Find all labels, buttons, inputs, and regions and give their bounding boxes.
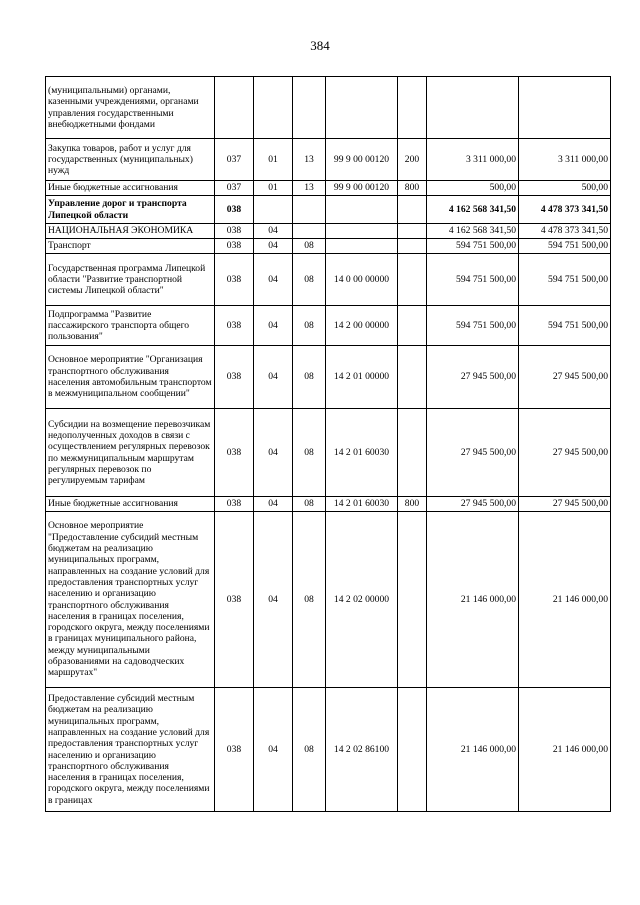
table-row <box>46 77 611 139</box>
table-row <box>46 239 611 254</box>
row-amount-second: 4 478 373 341,50 <box>519 196 611 224</box>
row-expense-code: 800 <box>398 181 427 196</box>
row-name: (муниципальными) органами, казенными учреждениями, органами управления государственными внебюджетными фондами <box>46 77 215 139</box>
row-subsection-code <box>293 77 326 139</box>
table-body <box>46 77 611 812</box>
row-expense-code <box>398 254 427 306</box>
row-subsection-code: 08 <box>293 346 326 409</box>
row-name: Предоставление субсидий местным бюджетам на реализацию муниципальных программ, направленных на создание условий для предоставления транспортных услуг населению и организацию транспортного обслуживания населения в границах поселения, городского округа, между поселениями в границах <box>46 688 215 812</box>
row-ministry-code: 038 <box>215 239 254 254</box>
row-expense-code <box>398 224 427 239</box>
row-ministry-code: 038 <box>215 346 254 409</box>
row-amount-first: 21 146 000,00 <box>427 512 519 688</box>
row-expense-code <box>398 77 427 139</box>
row-section-code: 01 <box>254 139 293 181</box>
row-amount-second <box>519 77 611 139</box>
row-subsection-code <box>293 196 326 224</box>
row-amount-second: 21 146 000,00 <box>519 512 611 688</box>
row-expense-code <box>398 688 427 812</box>
row-name: Иные бюджетные ассигнования <box>46 497 215 512</box>
row-subsection-code: 08 <box>293 239 326 254</box>
row-amount-second: 27 945 500,00 <box>519 497 611 512</box>
row-target-code: 99 9 00 00120 <box>326 139 398 181</box>
row-section-code <box>254 196 293 224</box>
row-target-code: 14 2 02 86100 <box>326 688 398 812</box>
row-name: Государственная программа Липецкой области "Развитие транспортной системы Липецкой области" <box>46 254 215 306</box>
row-subsection-code: 08 <box>293 409 326 497</box>
row-expense-code <box>398 409 427 497</box>
row-amount-second: 27 945 500,00 <box>519 346 611 409</box>
row-target-code: 14 2 01 00000 <box>326 346 398 409</box>
row-section-code: 01 <box>254 181 293 196</box>
row-name: Субсидии на возмещение перевозчикам недополученных доходов в связи с осуществлением регулярных перевозок по межмуниципальным маршрутам регулярных перевозок по регулируемым тарифам <box>46 409 215 497</box>
row-expense-code <box>398 306 427 346</box>
row-expense-code <box>398 512 427 688</box>
row-target-code: 14 2 02 00000 <box>326 512 398 688</box>
row-amount-second: 21 146 000,00 <box>519 688 611 812</box>
row-target-code: 14 2 00 00000 <box>326 306 398 346</box>
row-amount-second: 594 751 500,00 <box>519 239 611 254</box>
row-ministry-code: 038 <box>215 306 254 346</box>
row-name: Подпрограмма "Развитие пассажирского транспорта общего пользования" <box>46 306 215 346</box>
table-row <box>46 688 611 812</box>
row-target-code: 14 2 01 60030 <box>326 409 398 497</box>
row-amount-first: 4 162 568 341,50 <box>427 224 519 239</box>
row-ministry-code: 038 <box>215 409 254 497</box>
row-amount-second: 500,00 <box>519 181 611 196</box>
table-row <box>46 196 611 224</box>
row-target-code: 14 2 01 60030 <box>326 497 398 512</box>
row-subsection-code: 08 <box>293 512 326 688</box>
budget-table <box>45 76 611 812</box>
row-amount-first: 21 146 000,00 <box>427 688 519 812</box>
row-section-code: 04 <box>254 239 293 254</box>
row-name: Транспорт <box>46 239 215 254</box>
row-subsection-code <box>293 224 326 239</box>
row-section-code: 04 <box>254 346 293 409</box>
row-target-code: 99 9 00 00120 <box>326 181 398 196</box>
row-amount-first: 500,00 <box>427 181 519 196</box>
row-amount-second: 4 478 373 341,50 <box>519 224 611 239</box>
row-name: Основное мероприятие "Предоставление субсидий местным бюджетам на реализацию муниципальных программ, направленных на создание условий для предоставления транспортных услуг населению и организацию транспортного обслуживания населения в границах поселения, городского округа, между поселениями в границах муниципального района, между муниципальными образованиями на садоводческих маршрутах" <box>46 512 215 688</box>
row-subsection-code: 08 <box>293 306 326 346</box>
table-row <box>46 512 611 688</box>
row-section-code <box>254 77 293 139</box>
row-ministry-code: 038 <box>215 512 254 688</box>
row-amount-first: 594 751 500,00 <box>427 239 519 254</box>
row-expense-code: 200 <box>398 139 427 181</box>
page-number: 384 <box>310 38 330 53</box>
row-amount-second: 27 945 500,00 <box>519 409 611 497</box>
row-section-code: 04 <box>254 306 293 346</box>
row-expense-code <box>398 196 427 224</box>
row-expense-code <box>398 239 427 254</box>
row-section-code: 04 <box>254 497 293 512</box>
row-subsection-code: 13 <box>293 181 326 196</box>
table-row <box>46 181 611 196</box>
row-section-code: 04 <box>254 512 293 688</box>
row-target-code <box>326 196 398 224</box>
row-section-code: 04 <box>254 688 293 812</box>
row-name: Иные бюджетные ассигнования <box>46 181 215 196</box>
row-ministry-code: 038 <box>215 254 254 306</box>
row-amount-first: 3 311 000,00 <box>427 139 519 181</box>
row-amount-first <box>427 77 519 139</box>
table-row <box>46 306 611 346</box>
row-ministry-code: 037 <box>215 181 254 196</box>
row-target-code <box>326 77 398 139</box>
table-row <box>46 139 611 181</box>
row-section-code: 04 <box>254 224 293 239</box>
row-amount-first: 27 945 500,00 <box>427 497 519 512</box>
row-subsection-code: 13 <box>293 139 326 181</box>
row-target-code: 14 0 00 00000 <box>326 254 398 306</box>
row-ministry-code: 038 <box>215 497 254 512</box>
table-row <box>46 346 611 409</box>
row-ministry-code <box>215 77 254 139</box>
row-ministry-code: 038 <box>215 688 254 812</box>
row-amount-second: 3 311 000,00 <box>519 139 611 181</box>
row-name: НАЦИОНАЛЬНАЯ ЭКОНОМИКА <box>46 224 215 239</box>
table-row <box>46 409 611 497</box>
table-row <box>46 224 611 239</box>
row-ministry-code: 038 <box>215 224 254 239</box>
row-name: Основное мероприятие "Организация транспортного обслуживания населения автомобильным транспортом в межмуниципальном сообщении" <box>46 346 215 409</box>
row-subsection-code: 08 <box>293 497 326 512</box>
row-ministry-code: 037 <box>215 139 254 181</box>
row-ministry-code: 038 <box>215 196 254 224</box>
row-subsection-code: 08 <box>293 254 326 306</box>
table-row <box>46 254 611 306</box>
row-amount-second: 594 751 500,00 <box>519 254 611 306</box>
row-expense-code: 800 <box>398 497 427 512</box>
row-target-code <box>326 239 398 254</box>
row-amount-first: 27 945 500,00 <box>427 409 519 497</box>
row-name: Закупка товаров, работ и услуг для государственных (муниципальных) нужд <box>46 139 215 181</box>
row-section-code: 04 <box>254 409 293 497</box>
row-name: Управление дорог и транспорта Липецкой области <box>46 196 215 224</box>
row-section-code: 04 <box>254 254 293 306</box>
row-amount-first: 27 945 500,00 <box>427 346 519 409</box>
row-amount-first: 4 162 568 341,50 <box>427 196 519 224</box>
row-amount-first: 594 751 500,00 <box>427 254 519 306</box>
row-target-code <box>326 224 398 239</box>
table-row <box>46 497 611 512</box>
row-amount-second: 594 751 500,00 <box>519 306 611 346</box>
row-subsection-code: 08 <box>293 688 326 812</box>
row-expense-code <box>398 346 427 409</box>
row-amount-first: 594 751 500,00 <box>427 306 519 346</box>
